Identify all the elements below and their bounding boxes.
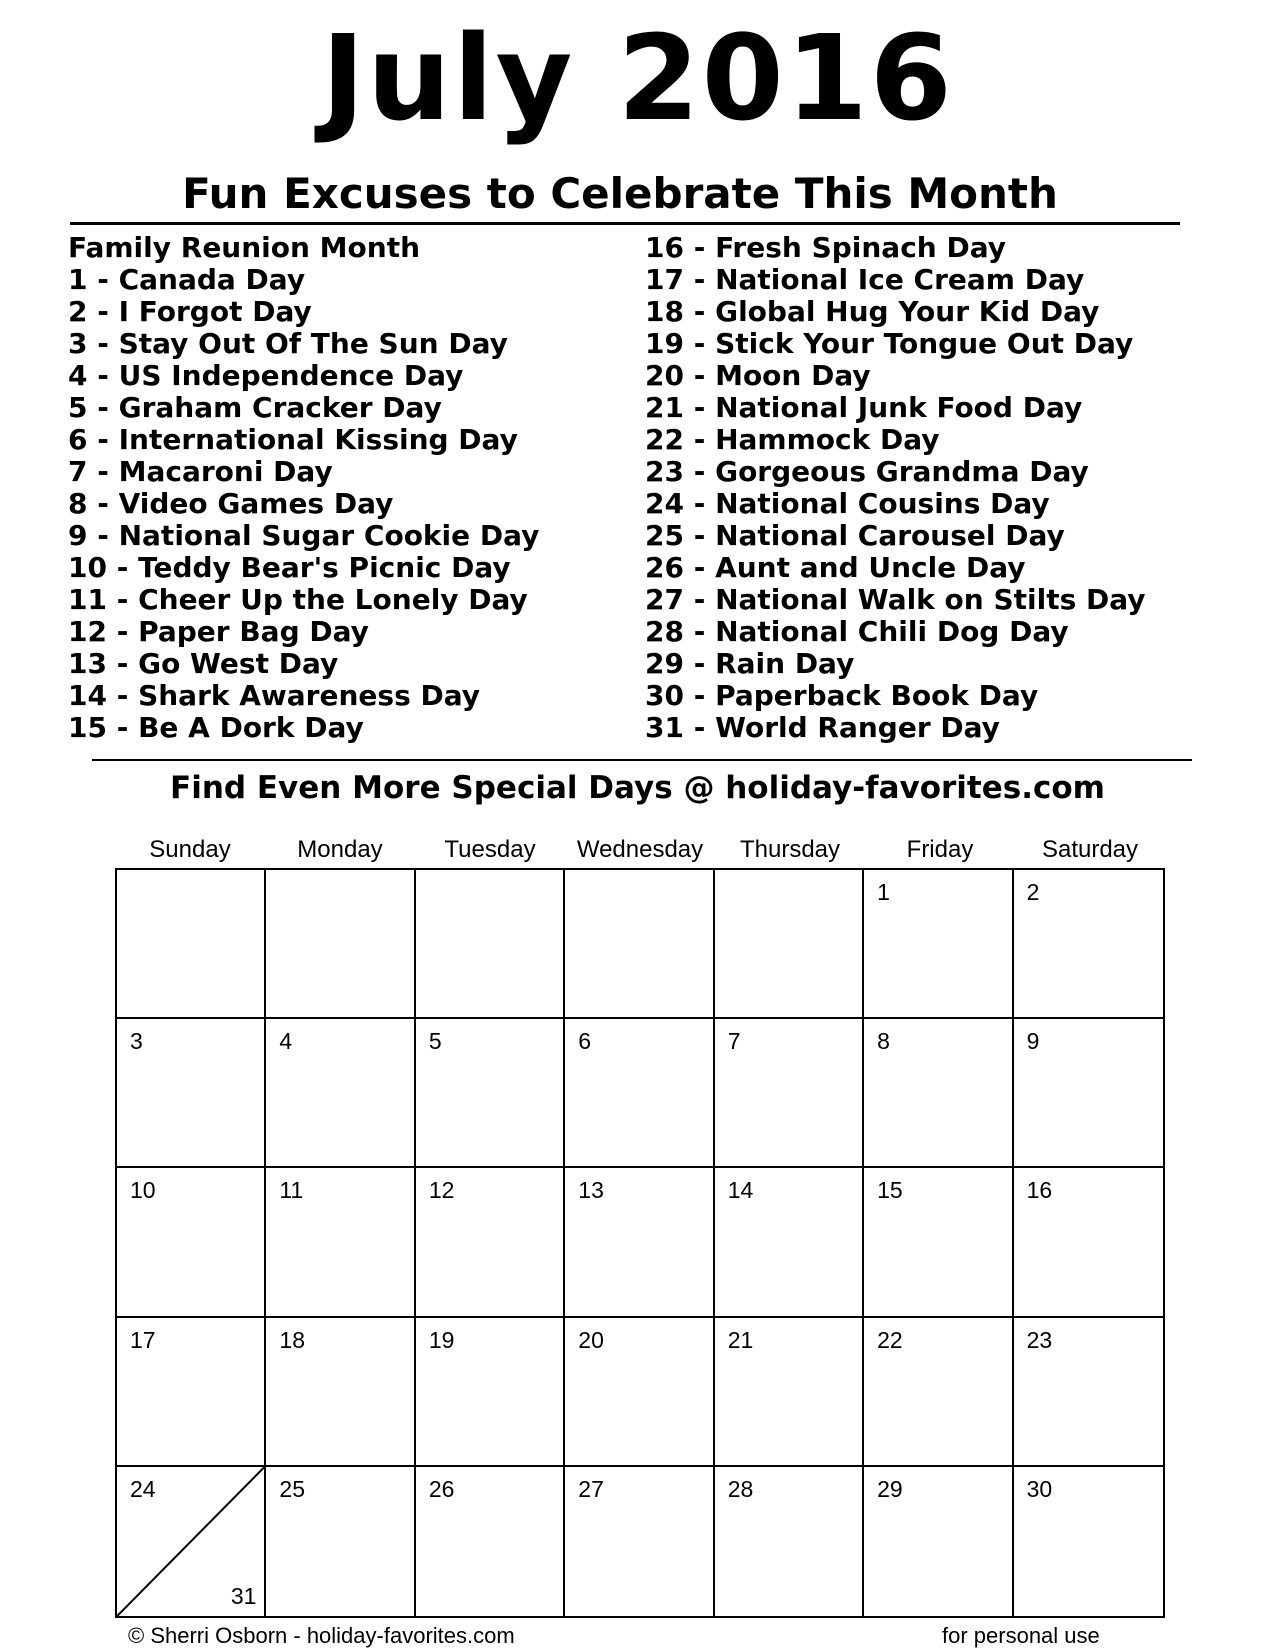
day-cell[interactable]: [864, 1318, 1013, 1467]
day-cell[interactable]: [266, 1019, 415, 1168]
day-number: 22: [877, 1326, 903, 1353]
subtitle: Fun Excuses to Celebrate This Month: [182, 169, 1058, 218]
event-item: 30 - Paperback Book Day: [645, 679, 1039, 712]
day-cell[interactable]: [864, 1168, 1013, 1317]
weekday-header: [115, 832, 1165, 868]
day-cell[interactable]: [416, 1318, 565, 1467]
day-cell[interactable]: [266, 1318, 415, 1467]
day-cell[interactable]: [1014, 1019, 1163, 1168]
day-cell[interactable]: [1014, 1168, 1163, 1317]
event-item: 19 - Stick Your Tongue Out Day: [645, 327, 1134, 360]
weekday-saturday: Saturday: [1041, 836, 1139, 863]
event-item: 21 - National Junk Food Day: [645, 391, 1083, 424]
day-number: 16: [1026, 1177, 1053, 1204]
day-number: 10: [130, 1177, 156, 1204]
day-cell[interactable]: [715, 1467, 864, 1616]
usage-note: for personal use: [942, 1623, 1100, 1648]
empty-cell: [715, 870, 864, 1019]
weekday-friday: Friday: [906, 836, 974, 863]
event-item: 8 - Video Games Day: [68, 487, 394, 520]
more-days-link[interactable]: Find Even More Special Days @ holiday-favorites.com: [170, 770, 1105, 806]
event-item: 2 - I Forgot Day: [68, 295, 312, 328]
day-cell[interactable]: [117, 1019, 266, 1168]
day-cell[interactable]: [565, 1318, 714, 1467]
event-item: 4 - US Independence Day: [68, 359, 464, 392]
day-number: 20: [578, 1326, 604, 1353]
day-cell[interactable]: [266, 1467, 415, 1616]
day-number: 3: [130, 1028, 143, 1055]
day-cell[interactable]: [715, 1019, 864, 1168]
day-cell[interactable]: [864, 870, 1013, 1019]
day-cell[interactable]: [266, 1168, 415, 1317]
event-item: 1 - Canada Day: [68, 263, 306, 296]
empty-cell: [416, 870, 565, 1019]
event-item: 29 - Rain Day: [645, 647, 855, 680]
day-cell[interactable]: [1014, 1467, 1163, 1616]
day-number: 4: [279, 1028, 293, 1055]
event-item: 13 - Go West Day: [68, 647, 339, 680]
weekday-monday: Monday: [297, 836, 383, 863]
page-title: July 2016: [321, 9, 954, 147]
day-cell[interactable]: [117, 1168, 266, 1317]
day-cell[interactable]: [715, 1318, 864, 1467]
day-number: 17: [130, 1326, 156, 1353]
event-item: 20 - Moon Day: [645, 359, 871, 392]
weekday-tuesday: Tuesday: [444, 836, 536, 863]
day-number: 12: [428, 1177, 455, 1204]
event-item: 3 - Stay Out Of The Sun Day: [68, 327, 508, 360]
day-cell[interactable]: [565, 1467, 714, 1616]
day-cell[interactable]: [117, 1467, 266, 1616]
day-cell[interactable]: [864, 1467, 1013, 1616]
day-number: 15: [877, 1177, 903, 1204]
day-cell[interactable]: [565, 1019, 714, 1168]
event-item: 25 - National Carousel Day: [645, 519, 1065, 552]
divider: [92, 759, 1192, 761]
event-item: 10 - Teddy Bear's Picnic Day: [68, 551, 511, 584]
event-item: 28 - National Chili Dog Day: [645, 615, 1069, 648]
event-item: 7 - Macaroni Day: [68, 455, 333, 488]
day-number: 18: [279, 1326, 306, 1353]
event-item: 18 - Global Hug Your Kid Day: [645, 295, 1100, 328]
day-cell[interactable]: [565, 1168, 714, 1317]
events-list-right: [645, 232, 1146, 744]
event-item: 6 - International Kissing Day: [68, 423, 518, 456]
event-item: 27 - National Walk on Stilts Day: [645, 583, 1146, 616]
event-item: 22 - Hammock Day: [645, 423, 940, 456]
day-number: 24: [130, 1475, 156, 1502]
event-item: 31 - World Ranger Day: [645, 711, 1000, 744]
day-cell[interactable]: [416, 1019, 565, 1168]
day-number: 19: [428, 1326, 455, 1353]
day-number: 8: [877, 1028, 890, 1055]
day-number: 23: [1026, 1326, 1053, 1353]
subtitle-underline: [70, 222, 1180, 225]
day-number: 5: [428, 1028, 442, 1055]
event-item: 15 - Be A Dork Day: [68, 711, 364, 744]
weekday-wednesday: Wednesday: [576, 836, 704, 863]
day-number: 2: [1026, 879, 1040, 905]
day-cell[interactable]: [1014, 870, 1163, 1019]
event-item: 17 - National Ice Cream Day: [645, 263, 1085, 296]
day-number: 26: [428, 1475, 455, 1502]
day-cell[interactable]: [864, 1019, 1013, 1168]
day-number: 7: [727, 1028, 741, 1055]
day-number-31: 31: [230, 1582, 257, 1609]
event-item: 24 - National Cousins Day: [645, 487, 1050, 520]
day-number: 11: [279, 1177, 304, 1204]
day-number: 1: [877, 879, 890, 905]
event-item: 12 - Paper Bag Day: [68, 615, 369, 648]
event-item: 11 - Cheer Up the Lonely Day: [68, 583, 528, 616]
day-cell[interactable]: [1014, 1318, 1163, 1467]
empty-cell: [266, 870, 415, 1019]
day-cell[interactable]: [715, 1168, 864, 1317]
day-number: 25: [279, 1475, 306, 1502]
event-item: Family Reunion Month: [68, 231, 421, 264]
day-number: 6: [578, 1028, 592, 1055]
day-cell[interactable]: [416, 1467, 565, 1616]
event-item: 9 - National Sugar Cookie Day: [68, 519, 540, 552]
day-cell[interactable]: [117, 1318, 266, 1467]
day-number: 28: [727, 1475, 754, 1502]
day-number: 14: [727, 1177, 754, 1204]
event-item: 16 - Fresh Spinach Day: [645, 231, 1007, 264]
empty-cell: [117, 870, 266, 1019]
calendar-grid: [115, 868, 1165, 1618]
empty-cell: [565, 870, 714, 1019]
day-number: 9: [1026, 1028, 1040, 1055]
events-list-left: [68, 232, 539, 744]
weekday-sunday: Sunday: [149, 836, 231, 863]
day-cell[interactable]: [416, 1168, 565, 1317]
weekday-thursday: Thursday: [739, 836, 841, 863]
day-number: 13: [578, 1177, 604, 1204]
day-number: 21: [727, 1326, 754, 1353]
event-item: 5 - Graham Cracker Day: [68, 391, 442, 424]
copyright-text: © Sherri Osborn - holiday-favorites.com: [128, 1623, 515, 1648]
event-item: 14 - Shark Awareness Day: [68, 679, 481, 712]
day-number: 30: [1026, 1475, 1053, 1502]
day-number: 27: [578, 1475, 604, 1502]
event-item: 26 - Aunt and Uncle Day: [645, 551, 1026, 584]
event-item: 23 - Gorgeous Grandma Day: [645, 455, 1089, 488]
day-number: 29: [877, 1475, 903, 1502]
